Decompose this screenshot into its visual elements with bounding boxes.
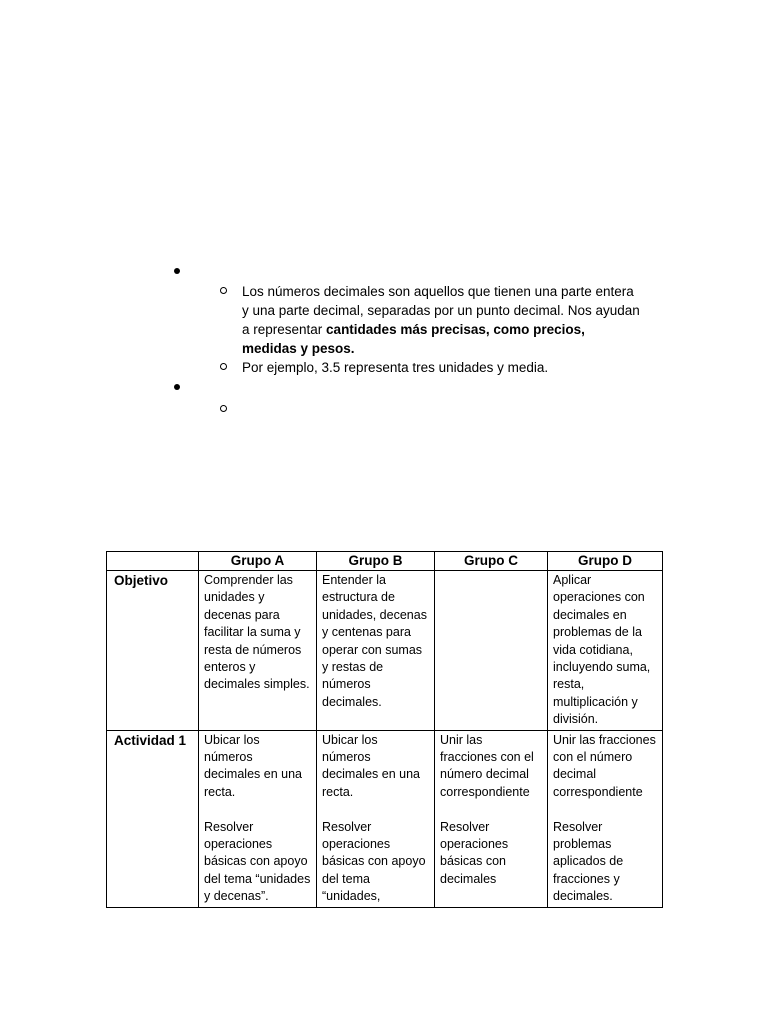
- cell-paragraph: Unir las fracciones con el número decimal correspondiente: [440, 732, 534, 799]
- bullet-marker: [174, 384, 180, 390]
- list-item-empty: [220, 400, 640, 419]
- table-cell: Entender la estructura de unidades, decenas y centenas para operar con sumas y restas de números decimales.: [317, 571, 435, 731]
- row-label-objetivo: Objetivo: [107, 571, 199, 731]
- list-item-text: Por ejemplo, 3.5 representa tres unidades y media.: [242, 360, 549, 375]
- table-cell: [317, 730, 435, 907]
- list-item: [220, 358, 640, 377]
- table-row: [107, 571, 663, 731]
- table-header-empty: [107, 552, 199, 571]
- sub-list: [220, 400, 640, 419]
- table-cell: [435, 730, 548, 907]
- row-label-actividad-1: Actividad 1: [107, 730, 199, 907]
- table-header-grupo-a: Grupo A: [199, 552, 317, 571]
- cell-paragraph: Resolver operaciones básicas con apoyo del tema “unidades y decenas”.: [204, 819, 311, 904]
- table-header-row: [107, 552, 663, 571]
- table-cell: Aplicar operaciones con decimales en problemas de la vida cotidiana, incluyendo suma, resta, multiplicación y división.: [548, 571, 663, 731]
- circle-bullet-icon: [220, 287, 227, 294]
- table-row: [107, 730, 663, 907]
- circle-bullet-icon: [220, 405, 227, 412]
- table-header-grupo-c: Grupo C: [435, 552, 548, 571]
- table-cell: Comprender las unidades y decenas para facilitar la suma y resta de números enteros y decimales simples.: [199, 571, 317, 731]
- table-header-grupo-b: Grupo B: [317, 552, 435, 571]
- cell-paragraph: Unir las fracciones con el número decimal correspondiente: [553, 732, 656, 799]
- paragraph-gap: [553, 801, 657, 818]
- bullet-marker: [174, 268, 180, 274]
- cell-paragraph: Resolver operaciones básicas con apoyo del tema “unidades,: [322, 819, 426, 904]
- list-item-text: Los números decimales son aquellos que tienen una parte entera y una parte decimal, separadas por un punto decimal. Nos ayudan a representar: [242, 284, 640, 337]
- circle-bullet-icon: [220, 363, 227, 370]
- paragraph-gap: [204, 801, 311, 818]
- list-item-bold-text: cantidades más precisas, como precios, medidas y pesos.: [242, 322, 585, 356]
- list-item: [220, 282, 640, 358]
- table-header-grupo-d: Grupo D: [548, 552, 663, 571]
- sub-list: [220, 282, 640, 377]
- paragraph-gap: [440, 801, 542, 818]
- groups-table: [106, 551, 663, 908]
- cell-paragraph: Resolver problemas aplicados de fracciones y decimales.: [553, 819, 624, 904]
- cell-paragraph: Ubicar los números decimales en una recta.: [322, 732, 420, 799]
- table-cell: [435, 571, 548, 731]
- cell-paragraph: Resolver operaciones básicas con decimales: [440, 819, 509, 886]
- cell-paragraph: Ubicar los números decimales en una recta.: [204, 732, 302, 799]
- paragraph-gap: [322, 801, 429, 818]
- table-cell: [548, 730, 663, 907]
- table-cell: [199, 730, 317, 907]
